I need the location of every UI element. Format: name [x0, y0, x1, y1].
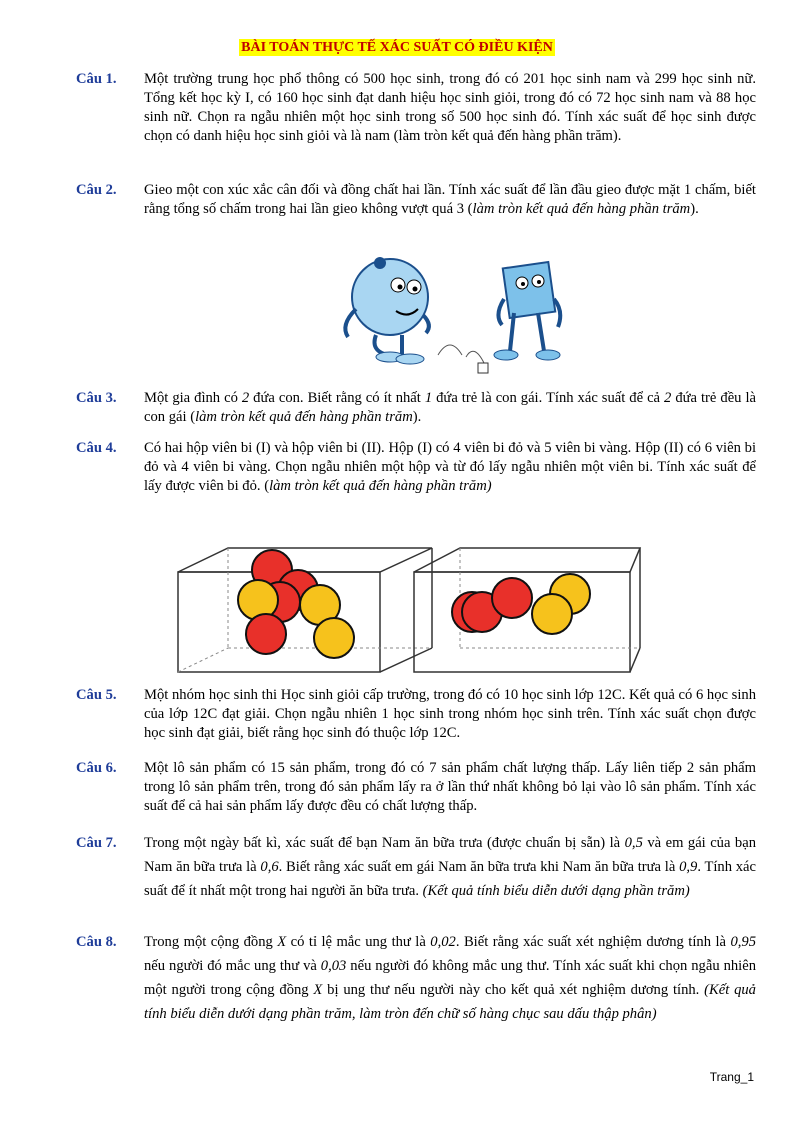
- question-text: Một lô sản phẩm có 15 sản phẩm, trong đó có 7 sản phẩm chất lượng thấp. Lấy liên tiếp 2 sản phẩm trong lô sản phẩm trên, trong đó sản phẩm lấy ra ở lần thứ nhất không bỏ lại vào lô sản phẩm. Tính xác suất để cả hai sản phẩm lấy được đều có chất lượng thấp.: [144, 760, 756, 814]
- question-label: Câu 5.: [76, 687, 117, 703]
- ball-character: [345, 257, 429, 364]
- small-dice: [478, 363, 488, 373]
- question-text: Có hai hộp viên bi (I) và hộp viên bi (II). Hộp (I) có 4 viên bi đỏ và 5 viên bi vàng. Hộp (II) có 6 viên bi đỏ và 4 viên bi vàng. Chọn ngẫu nhiên một hộp và từ đó lấy ngẫu nhiên một viên bi. Tính xác suất để lấy được viên bi đỏ. (làm tròn kết quả đến hàng phần trăm): [144, 440, 756, 494]
- question-label: Câu 4.: [76, 440, 117, 456]
- question-4: [76, 439, 756, 496]
- square-character: [494, 262, 560, 360]
- question-text: Gieo một con xúc xắc cân đối và đồng chất hai lần. Tính xác suất để lần đầu gieo được mặt 1 chấm, biết rằng tổng số chấm trong hai lần gieo không vượt quá 3 (làm tròn kết quả đến hàng phần trăm).: [144, 182, 756, 217]
- balls-box-1: [238, 550, 354, 658]
- question-text: Một nhóm học sinh thi Học sinh giỏi cấp trường, trong đó có 10 học sinh lớp 12C. Kết quả có 6 học sinh của lớp 12C đạt giải. Chọn ngẫu nhiên 1 học sinh trong nhóm học sinh trên. Tính xác suất chọn được học sinh đạt giải, biết rằng học sinh đó thuộc lớp 12C.: [144, 687, 756, 741]
- question-text: Một trường trung học phổ thông có 500 học sinh, trong đó có 201 học sinh nam và 299 học sinh nữ. Tổng kết học kỳ I, có 160 học sinh đạt danh hiệu học sinh giỏi, trong đó có 72 học sinh nam và 88 học sinh nữ. Chọn ra ngẫu nhiên một học sinh trong số 500 học sinh đó. Tính xác suất để học sinh được chọn có danh hiệu học sinh giỏi và là nam (làm tròn kết quả đến hàng phần trăm).: [144, 71, 756, 144]
- question-label: Câu 3.: [76, 390, 117, 406]
- balls-box-2: [452, 574, 590, 634]
- page-title: BÀI TOÁN THỰC TẾ XÁC SUẤT CÓ ĐIỀU KIỆN: [241, 40, 553, 55]
- question-text: Một gia đình có 2 đứa con. Biết rằng có ít nhất 1 đứa trẻ là con gái. Tính xác suất để cả 2 đứa trẻ đều là con gái (làm tròn kết quả đến hàng phần trăm).: [144, 390, 756, 425]
- question-7: [76, 831, 756, 903]
- ball-boxes-illustration: [170, 540, 650, 680]
- question-8: [76, 930, 756, 1026]
- dice-cartoon-illustration: [318, 255, 578, 385]
- question-3: [76, 389, 756, 427]
- question-text: Trong một ngày bất kì, xác suất để bạn Nam ăn bữa trưa (được chuẩn bị sẵn) là 0,5 và em gái của bạn Nam ăn bữa trưa là 0,6. Biết rằng xác suất em gái Nam ăn bữa trưa khi Nam ăn bữa trưa là 0,9. Tính xác suất để ít nhất một trong hai người ăn bữa trưa. (Kết quả tính biểu diễn dưới dạng phần trăm): [144, 835, 757, 899]
- question-label: Câu 1.: [76, 71, 117, 87]
- question-5: [76, 686, 756, 743]
- question-label: Câu 6.: [76, 760, 117, 776]
- question-label: Câu 2.: [76, 182, 117, 198]
- question-1: [76, 70, 756, 146]
- question-label: Câu 8.: [76, 934, 117, 950]
- question-6: [76, 759, 756, 816]
- question-text: Trong một cộng đồng X có tỉ lệ mắc ung thư là 0,02. Biết rằng xác suất xét nghiệm dương tính là 0,95 nếu người đó mắc ung thư và 0,03 nếu người đó không mắc ung thư. Tính xác suất khi chọn ngẫu nhiên một người trong cộng đồng X bị ung thư nếu người này cho kết quả xét nghiệm dương tính. (Kết quả tính biểu diễn dưới dạng phần trăm, làm tròn đến chữ số hàng chục sau dấu thập phân): [144, 934, 756, 1022]
- page-number: Trang_1: [709, 1070, 754, 1084]
- question-2: [76, 181, 756, 219]
- question-label: Câu 7.: [76, 835, 117, 851]
